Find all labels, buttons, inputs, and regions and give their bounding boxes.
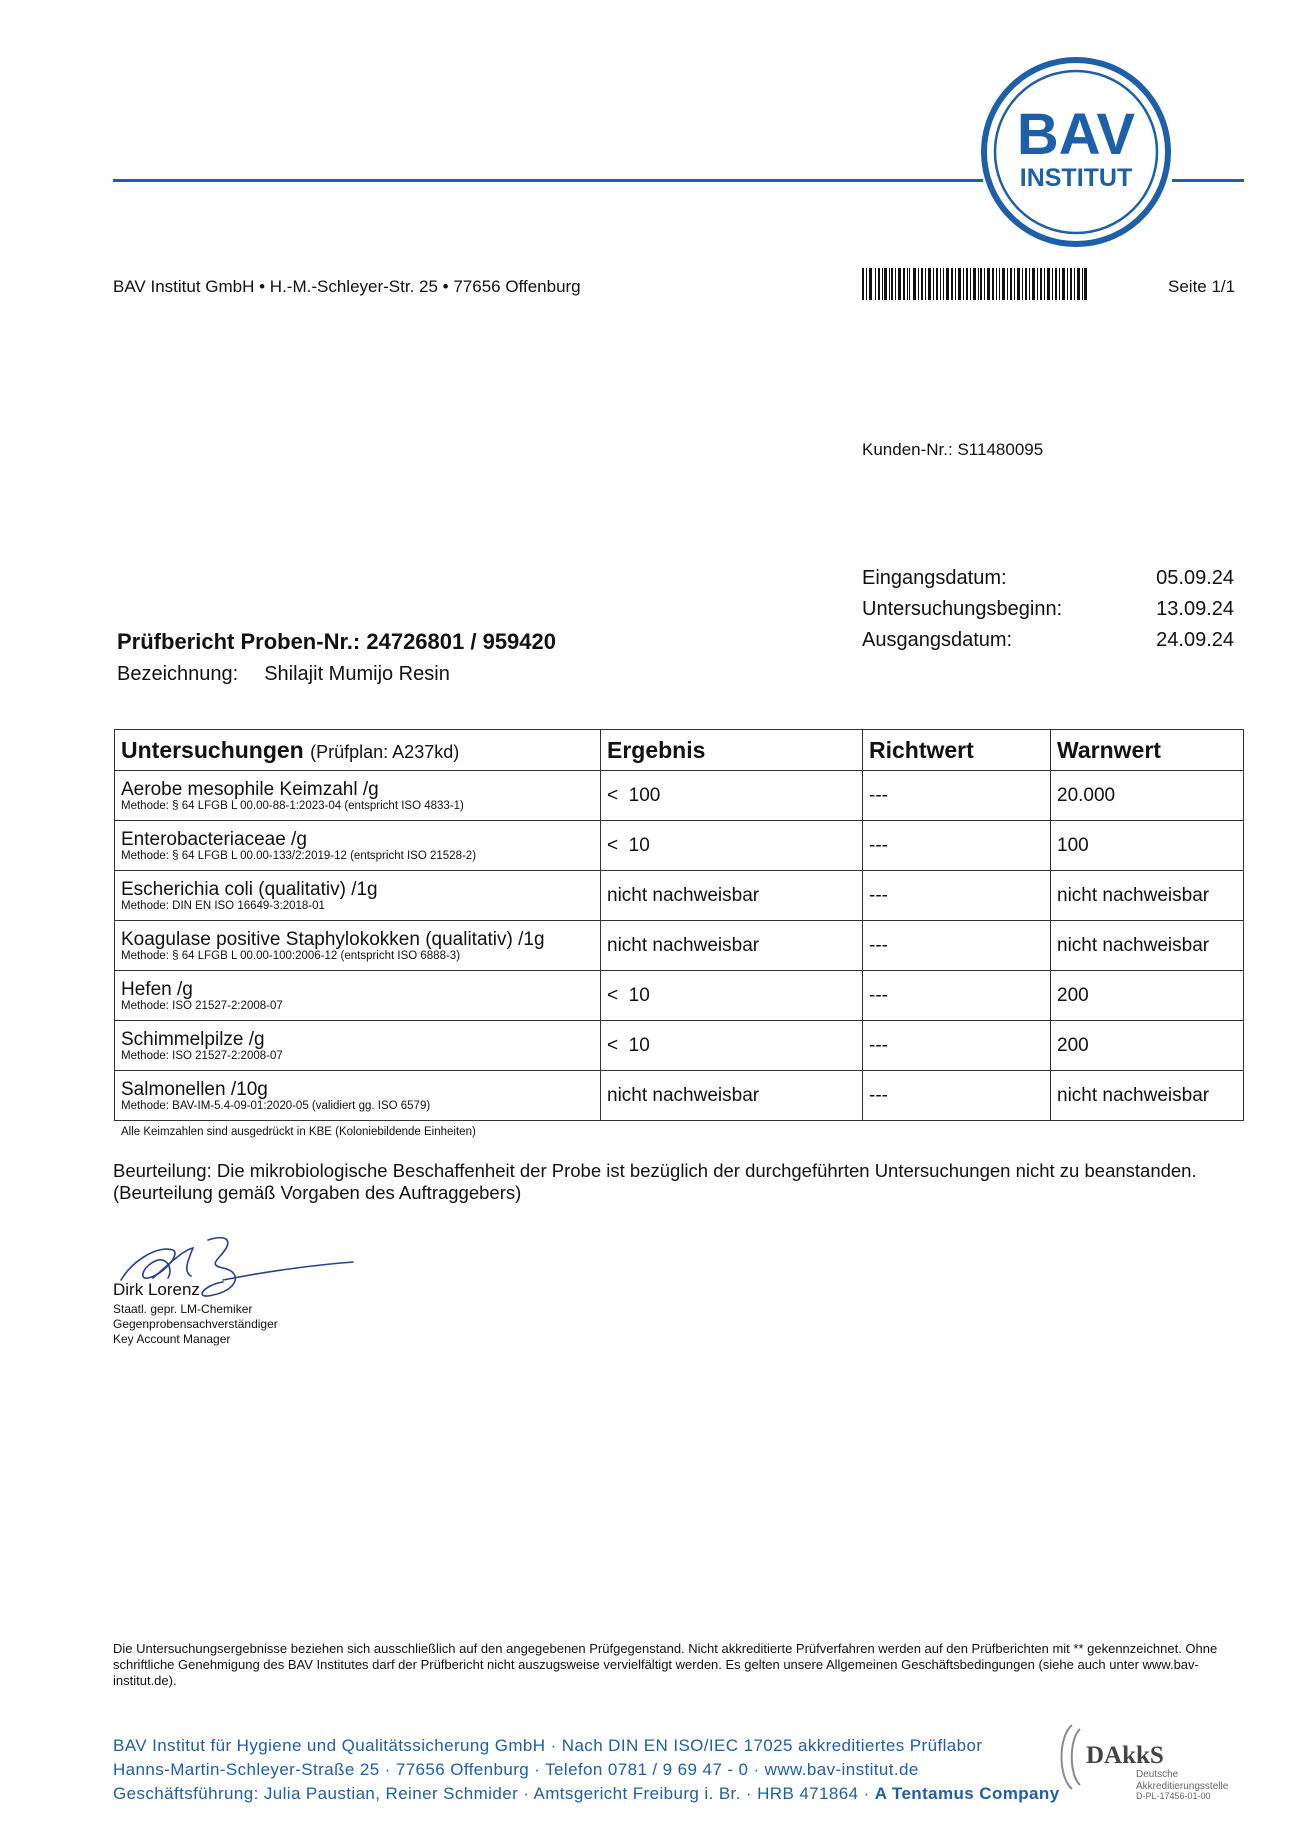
designation <box>117 663 450 686</box>
logo-text-bav: BAV <box>1016 102 1136 167</box>
designation-label: Bezeichnung: <box>117 663 239 685</box>
result-cell: < 10 <box>601 971 863 1021</box>
result-cell: nicht nachweisbar <box>601 921 863 971</box>
test-name: Escherichia coli (qualitativ) /1g <box>121 878 378 900</box>
header-result: Ergebnis <box>601 730 863 771</box>
guide-value-cell: --- <box>863 821 1051 871</box>
test-cell <box>115 771 601 821</box>
table-row <box>115 771 1244 821</box>
test-cell <box>115 871 601 921</box>
warning-value-cell: nicht nachweisbar <box>1051 921 1244 971</box>
warning-value-cell: 200 <box>1051 971 1244 1021</box>
test-name: Hefen /g <box>121 978 193 1000</box>
header-tests-label: Untersuchungen <box>121 736 304 763</box>
footer-line-3 <box>113 1782 1060 1806</box>
test-name: Schimmelpilze /g <box>121 1028 265 1050</box>
result-cell: nicht nachweisbar <box>601 871 863 921</box>
date-label: Eingangsdatum: <box>862 567 1007 589</box>
test-cell <box>115 971 601 1021</box>
customer-number-value: S11480095 <box>957 440 1044 459</box>
table-row <box>115 1021 1244 1071</box>
footer-tentamus: A Tentamus Company <box>874 1784 1060 1803</box>
test-cell <box>115 921 601 971</box>
warning-value-cell: nicht nachweisbar <box>1051 871 1244 921</box>
test-method: Methode: § 64 LFGB L 00.00-100:2006-12 (entspricht ISO 6888-3) <box>121 949 461 962</box>
warning-value-cell: nicht nachweisbar <box>1051 1071 1244 1121</box>
result-cell: < 10 <box>601 821 863 871</box>
test-method: Methode: § 64 LFGB L 00.00-133/2:2019-12 (entspricht ISO 21528-2) <box>121 849 477 862</box>
signatory-title-1: Staatl. gepr. LM-Chemiker <box>113 1302 253 1316</box>
dakks-logo <box>1050 1715 1244 1800</box>
header-tests <box>115 730 601 771</box>
date-value: 13.09.24 <box>1156 598 1234 620</box>
results-table <box>114 729 1244 1121</box>
result-cell: nicht nachweisbar <box>601 1071 863 1121</box>
test-name: Aerobe mesophile Keimzahl /g <box>121 778 379 800</box>
test-name: Enterobacteriaceae /g <box>121 828 307 850</box>
signatory-name: Dirk Lorenz <box>113 1280 200 1299</box>
header-guide-value: Richtwert <box>863 730 1051 771</box>
date-label: Untersuchungsbeginn: <box>862 598 1063 620</box>
bav-institut-logo <box>978 54 1174 250</box>
test-method: Methode: BAV-IM-5.4-09-01:2020-05 (validiert gg. ISO 6579) <box>121 1099 431 1112</box>
table-row <box>115 921 1244 971</box>
report-title: Prüfbericht Proben-Nr.: 24726801 / 959420 <box>117 629 556 654</box>
date-row <box>862 598 1234 629</box>
test-method: Methode: DIN EN ISO 16649-3:2018-01 <box>121 899 325 912</box>
warning-value-cell: 200 <box>1051 1021 1244 1071</box>
test-method: Methode: ISO 21527-2:2008-07 <box>121 1049 283 1062</box>
sender-address: BAV Institut GmbH • H.-M.-Schleyer-Str. 25 • 77656 Offenburg <box>113 277 581 296</box>
guide-value-cell: --- <box>863 871 1051 921</box>
guide-value-cell: --- <box>863 1071 1051 1121</box>
dates-block <box>862 567 1234 660</box>
cfu-note: Alle Keimzahlen sind ausgedrückt in KBE (Koloniebildende Einheiten) <box>121 1126 476 1138</box>
result-cell: < 100 <box>601 771 863 821</box>
header-rule-right <box>1172 179 1244 182</box>
guide-value-cell: --- <box>863 921 1051 971</box>
dakks-name: DAkkS <box>1086 1742 1164 1769</box>
customer-number-label: Kunden-Nr.: <box>862 440 953 459</box>
header-rule-left <box>113 179 983 182</box>
table-row <box>115 821 1244 871</box>
dakks-line1: Deutsche <box>1136 1769 1179 1780</box>
logo-text-institut: INSTITUT <box>1019 164 1133 192</box>
test-cell <box>115 1021 601 1071</box>
header-test-plan: (Prüfplan: A237kd) <box>310 741 460 762</box>
footer-line-2: Hanns-Martin-Schleyer-Straße 25 · 77656 Offenburg · Telefon 0781 / 9 69 47 - 0 · www.bav-institut.de <box>113 1760 919 1779</box>
result-cell: < 10 <box>601 1021 863 1071</box>
table-row <box>115 1071 1244 1121</box>
test-method: Methode: ISO 21527-2:2008-07 <box>121 999 283 1012</box>
table-header-row <box>115 730 1244 771</box>
table-row <box>115 971 1244 1021</box>
dakks-line3: D-PL-17456-01-00 <box>1136 1791 1211 1800</box>
guide-value-cell: --- <box>863 771 1051 821</box>
table-row <box>115 871 1244 921</box>
date-row <box>862 629 1234 660</box>
page-number: Seite 1/1 <box>1168 277 1236 296</box>
designation-value: Shilajit Mumijo Resin <box>264 663 450 685</box>
customer-number <box>862 440 1043 460</box>
footer-line-3-text: Geschäftsführung: Julia Paustian, Reiner Schmider · Amtsgericht Freiburg i. Br. · HRB 471864 · <box>113 1784 875 1803</box>
disclaimer: Die Untersuchungsergebnisse beziehen sich ausschließlich auf den angegebenen Prüfgegenstand. Nicht akkreditierte Prüfverfahren werden auf den Prüfberichten mit ** gekennzeichnet. Ohne schriftliche Genehmigung des BAV Institutes darf der Prüfbericht nicht auszugsweise vervielfältigt werden. Es gelten unsere Allgemeinen Geschäftsbedingungen (siehe auch unter www.bav-institut.de). <box>113 1641 1218 1688</box>
warning-value-cell: 100 <box>1051 821 1244 871</box>
date-row <box>862 567 1234 598</box>
date-value: 05.09.24 <box>1156 567 1234 589</box>
test-cell <box>115 1071 601 1121</box>
assessment-text: Beurteilung: Die mikrobiologische Beschaffenheit der Probe ist bezüglich der durchgeführten Untersuchungen nicht zu beanstanden. (Beurteilung gemäß Vorgaben des Auftraggebers) <box>113 1160 1197 1203</box>
guide-value-cell: --- <box>863 971 1051 1021</box>
test-cell <box>115 821 601 871</box>
test-name: Salmonellen /10g <box>121 1078 268 1100</box>
guide-value-cell: --- <box>863 1021 1051 1071</box>
signatory-title-3: Key Account Manager <box>113 1332 231 1346</box>
header-warning-value: Warnwert <box>1051 730 1244 771</box>
footer-line-1: BAV Institut für Hygiene und Qualitätssicherung GmbH · Nach DIN EN ISO/IEC 17025 akkreditiertes Prüflabor <box>113 1736 983 1755</box>
date-value: 24.09.24 <box>1156 629 1234 651</box>
warning-value-cell: 20.000 <box>1051 771 1244 821</box>
signatory-title-2: Gegenprobensachverständiger <box>113 1317 278 1331</box>
test-method: Methode: § 64 LFGB L 00.00-88-1:2023-04 (entspricht ISO 4833-1) <box>121 799 464 812</box>
test-name: Koagulase positive Staphylokokken (qualitativ) /1g <box>121 928 545 950</box>
dakks-line2: Akkreditierungsstelle <box>1136 1781 1229 1792</box>
date-label: Ausgangsdatum: <box>862 629 1013 651</box>
barcode <box>862 268 1087 300</box>
footer <box>113 1734 1060 1806</box>
